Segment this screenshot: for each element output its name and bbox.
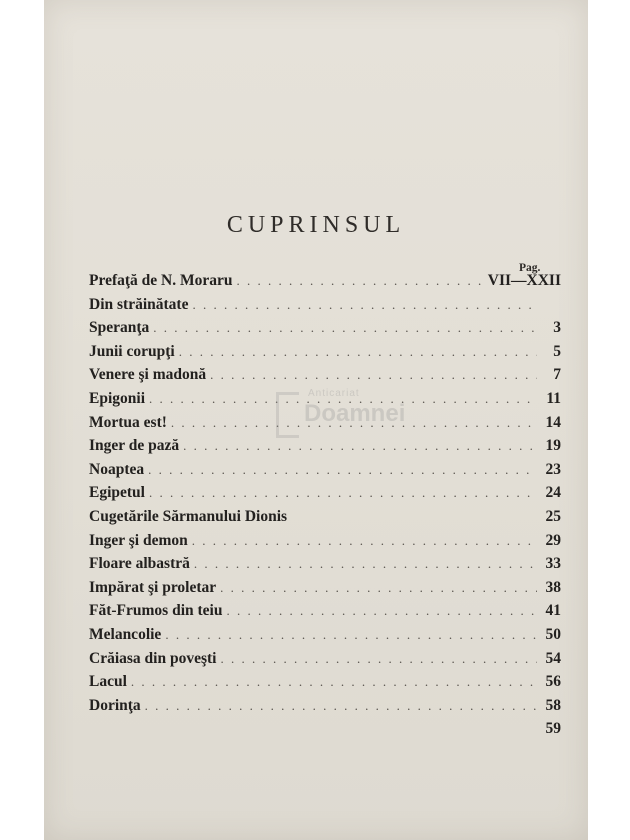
toc-entry-title: Lacul [89,673,127,691]
watermark-frame-icon [276,392,299,438]
toc-entry-page: 7 [553,366,561,384]
book-page [44,0,588,840]
dot-leader [149,485,537,501]
toc-entry [89,319,561,343]
dot-leader [194,556,537,572]
toc-entry-page: 54 [545,649,561,667]
toc-entry-title: Impărat şi proletar [89,578,217,596]
toc-entry [89,720,561,744]
page-column-label: Pag. [519,262,541,274]
toc-entry-title: Floare albastră [89,555,190,573]
toc-entry [89,508,561,532]
toc-entry-page: 5 [553,342,561,360]
toc-entry-page: 58 [545,696,561,714]
toc-entry-title: Noaptea [89,460,145,478]
dot-leader [183,438,537,454]
page-title: CUPRINSUL [226,212,406,238]
dot-leader [153,320,537,336]
toc-entry-page: 33 [545,555,561,573]
toc-entry-page: 25 [545,507,561,525]
toc-entry [89,437,561,461]
toc-entry-page: 24 [545,484,561,502]
dot-leader [192,533,537,549]
toc-entry-title: Crăiasa din poveşti [89,649,217,667]
watermark-small-text: Anticariat [308,388,360,399]
dot-leader [192,297,537,313]
dot-leader [226,603,537,619]
toc-entry [89,673,561,697]
toc-entry-title: Egipetul [89,484,145,502]
toc-entry [89,532,561,556]
toc-entry-page: 3 [553,319,561,337]
toc-entry-page: 38 [545,578,561,596]
toc-entry [89,296,561,320]
toc-entry [89,602,561,626]
toc-entry [89,650,561,674]
dot-leader [236,273,483,289]
toc-entry-title: Prefaţă de N. Moraru [89,272,233,289]
toc-entry-page: 41 [545,602,561,620]
toc-entry-page: 59 [545,720,561,738]
toc-entry-title: Din străinătate [89,295,189,313]
toc-entry-page: 29 [545,531,561,549]
toc-entry-title: Inger de pază [89,437,180,455]
toc-entry [89,697,561,721]
toc-entry-page: 19 [545,437,561,455]
toc-entry-page: 56 [545,673,561,691]
toc-entry [89,461,561,485]
toc-entry-title: Venere şi madonă [89,366,207,384]
toc-entry-page: 11 [546,389,561,407]
toc-entry [89,343,561,367]
toc-entry-page: 50 [545,625,561,643]
toc-entry-title: Epigonii [89,389,145,407]
toc-entry-title: Dorinţa [89,696,141,714]
toc-entry-title: Melancolie [89,625,162,643]
dot-leader [165,627,537,643]
toc-entry [89,579,561,603]
toc-entry-page: 23 [545,460,561,478]
watermark-big-text: Doamnei [304,400,406,427]
toc-entry-page: 14 [545,413,561,431]
table-of-contents [89,272,561,744]
toc-entry-title: Mortua est! [89,413,167,431]
dot-leader [220,651,537,667]
dot-leader [220,580,537,596]
dot-leader [179,344,537,360]
toc-entry [89,272,561,296]
toc-entry [89,626,561,650]
toc-entry-title: Făt-Frumos din teiu [89,602,223,620]
toc-entry-page: VII—XXII [487,272,561,289]
watermark-logo [276,388,426,438]
toc-entry [89,484,561,508]
dot-leader [145,698,537,714]
dot-leader [210,367,537,383]
toc-entry-title: Junii corupţi [89,342,175,360]
toc-entry-title: Inger şi demon [89,531,188,549]
dot-leader [131,674,537,690]
toc-entry-title: Cugetările Sărmanului Dionis [89,507,288,525]
toc-entry [89,555,561,579]
dot-leader [148,462,537,478]
toc-entry [89,366,561,390]
toc-entry-title: Speranţa [89,319,150,337]
